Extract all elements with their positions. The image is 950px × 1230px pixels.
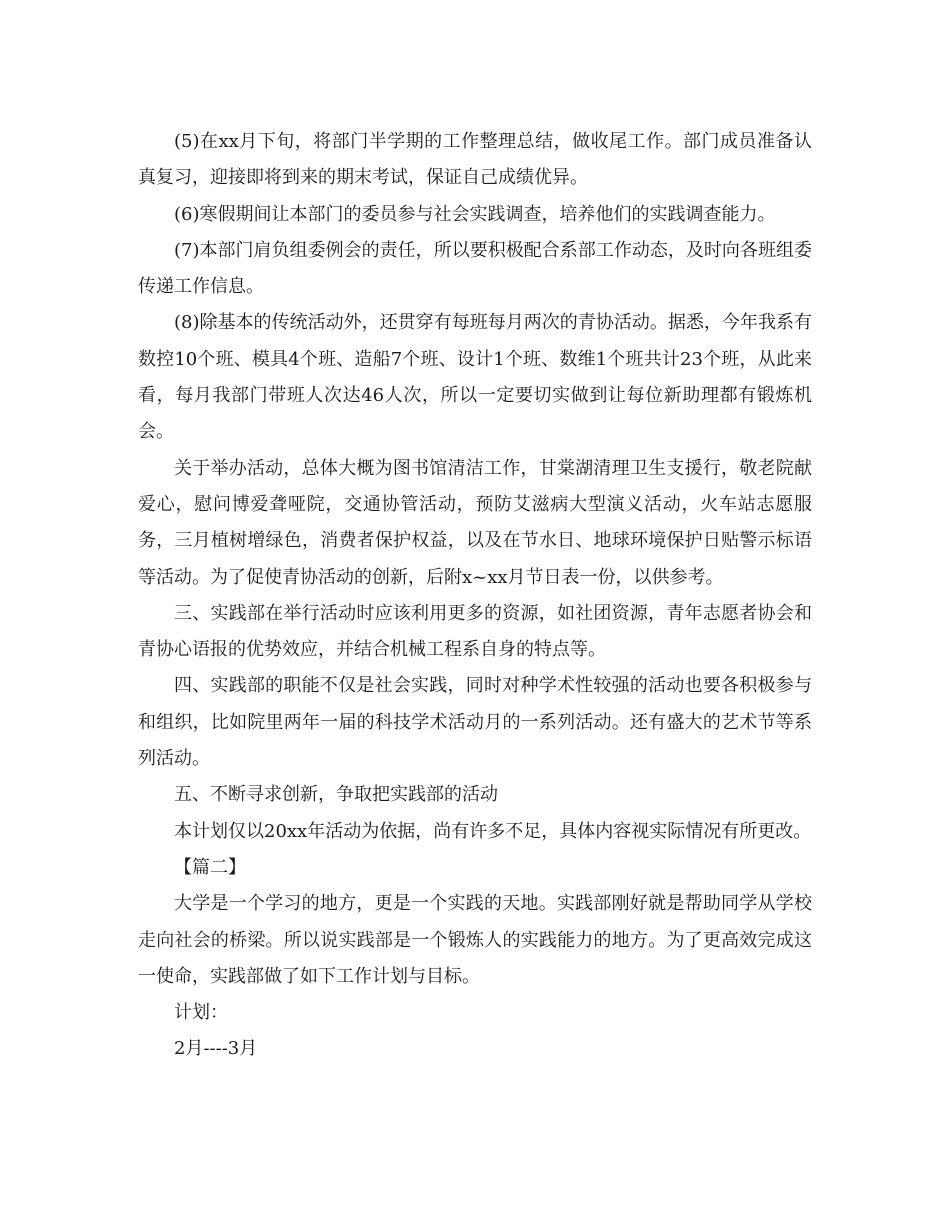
plan-label: 计划： xyxy=(174,1002,228,1024)
paragraph-section-three: 三、实践部在举行活动时应该利用更多的资源，如社团资源，青年志愿者协会和青协心语报的优势效应，并结合机械工程系自身的特点等。 xyxy=(138,602,812,661)
paragraph-activities: 关于举办活动，总体大概为图书馆清洁工作，甘棠湖清理卫生支援行，敬老院献爱心，慰问博爱聋哑院，交通协管活动，预防艾滋病大型演义活动，火车站志愿服务，三月植树增绿色，消费者保护权益，以及在节水日、地球环境保护日贴警示标语等活动。为了促使青协活动的创新，后附x~xx月节日表一份，以供参考。 xyxy=(138,457,812,588)
paragraph-intro: 大学是一个学习的地方，更是一个实践的天地。实践部刚好就是帮助同学从学校走向社会的桥梁。所以说实践部是一个锻炼人的实践能力的地方。为了更高效完成这一使命，实践部做了如下工作计划与目标。 xyxy=(138,893,812,987)
plan-period: 2月----3月 xyxy=(174,1038,258,1060)
paragraph-item-7: (7)本部门肩负组委例会的责任，所以要积极配合系部工作动态，及时向各班组委传递工作信息。 xyxy=(138,239,812,298)
paragraph-item-6: (6)寒假期间让本部门的委员参与社会实践调查，培养他们的实践调查能力。 xyxy=(174,203,776,225)
paragraph-section-five: 五、不断寻求创新，争取把实践部的活动 xyxy=(174,784,498,806)
paragraph-item-8: (8)除基本的传统活动外，还贯穿有每班每月两次的青协活动。据悉，今年我系有数控10个班、模具4个班、造船7个班、设计1个班、数维1个班共计23个班，从此来看，每月我部门带班人次达46人次，所以一定要切实做到让每位新助理都有锻炼机会。 xyxy=(138,312,812,443)
section-heading-part-two: 【篇二】 xyxy=(174,856,246,878)
paragraph-plan-note: 本计划仅以20xx年活动为依据，尚有许多不足，具体内容视实际情况有所更改。 xyxy=(174,820,812,842)
paragraph-section-four: 四、实践部的职能不仅是社会实践，同时对种学术性较强的活动也要各积极参与和组织，比如院里两年一届的科技学术活动月的一系列活动。还有盛大的艺术节等系列活动。 xyxy=(138,675,812,770)
paragraph-item-5: (5)在xx月下旬，将部门半学期的工作整理总结，做收尾工作。部门成员准备认真复习，迎接即将到来的期末考试，保证自己成绩优异。 xyxy=(138,131,812,189)
document-body xyxy=(138,124,812,1068)
